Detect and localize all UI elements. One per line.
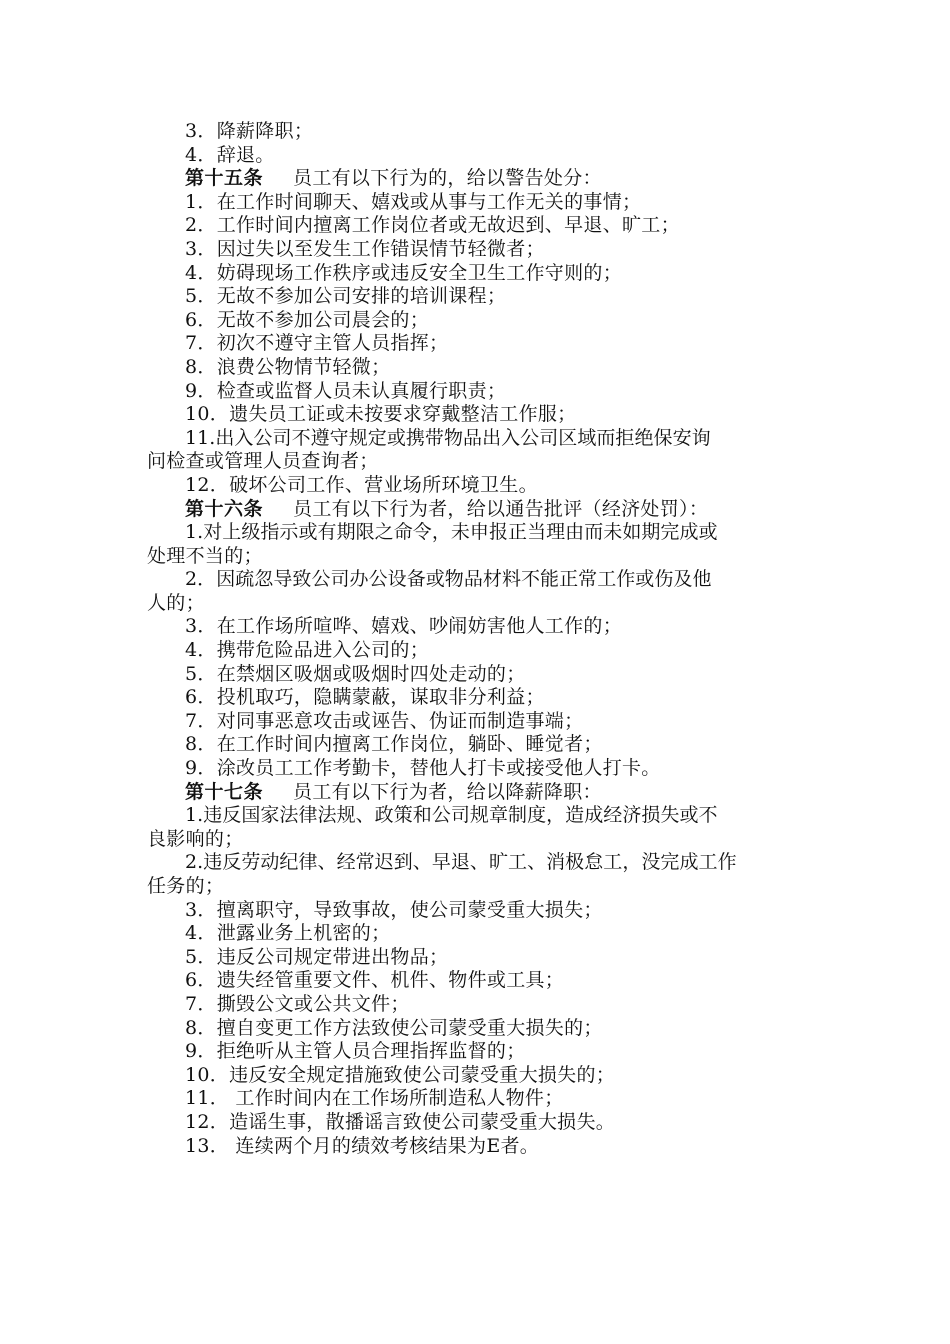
list-item: 13． 连续两个月的绩效考核结果为E者。 (185, 1134, 540, 1157)
article-number: 第十六条 (185, 497, 264, 520)
list-item: 8．浪费公物情节轻微； (185, 355, 391, 378)
list-item: 1.违反国家法律法规、政策和公司规章制度，造成经济损失或不 (185, 804, 718, 827)
list-item: 6．无故不参加公司晨会的； (185, 308, 429, 331)
article-heading (147, 781, 811, 805)
list-item: 9．涂改员工工作考勤卡，替他人打卡或接受他人打卡。 (185, 757, 661, 780)
article-text: 员工有以下行为者，给以降薪降职： (293, 780, 602, 803)
list-item: 3．在工作场所喧哗、嬉戏、吵闹妨害他人工作的； (185, 615, 622, 638)
list-item: 5．违反公司规定带进出物品； (185, 945, 449, 968)
list-item: 4．辞退。 (185, 143, 275, 166)
list-item: 2．工作时间内擅离工作岗位者或无故迟到、早退、旷工； (185, 214, 680, 237)
list-item: 12．破坏公司工作、营业场所环境卫生。 (185, 473, 538, 496)
list-item: 10．违反安全规定措施致使公司蒙受重大损失的； (185, 1063, 616, 1086)
list-item: 1.对上级指示或有期限之命令，未申报正当理由而未如期完成或 (185, 521, 718, 544)
list-item: 4．携带危险品进入公司的； (185, 639, 429, 662)
article-number: 第十七条 (185, 780, 264, 803)
document-body (147, 120, 811, 1158)
list-item: 8．在工作时间内擅离工作岗位，躺卧、睡觉者； (185, 733, 603, 756)
list-item: 2.违反劳动纪律、经常迟到、早退、旷工、消极怠工，没完成工作 (185, 851, 737, 874)
list-item: 2．因疏忽导致公司办公设备或物品材料不能正常工作或伤及他 (185, 568, 712, 591)
list-item: 4．妨碍现场工作秩序或违反安全卫生工作守则的； (185, 261, 622, 284)
list-item: 3．降薪降职； (185, 120, 314, 142)
list-item: 7．初次不遵守主管人员指挥； (185, 332, 449, 355)
list-item: 1．在工作时间聊天、嬉戏或从事与工作无关的事情； (185, 190, 642, 213)
list-item: 7．对同事恶意攻击或诬告、伪证而制造事端； (185, 709, 584, 732)
list-item: 8．擅自变更工作方法致使公司蒙受重大损失的； (185, 1016, 603, 1039)
list-item-continuation: 处理不当的； (147, 544, 263, 567)
list-item-continuation: 问检查或管理人员查询者； (147, 450, 379, 473)
article-heading (147, 167, 811, 191)
list-item-continuation: 人的； (147, 591, 205, 614)
article-text: 员工有以下行为者，给以通告批评（经济处罚）： (293, 497, 709, 520)
list-item: 5．在禁烟区吸烟或吸烟时四处走动的； (185, 662, 526, 685)
list-item: 5．无故不参加公司安排的培训课程； (185, 285, 507, 308)
list-item: 6．遗失经管重要文件、机件、物件或工具； (185, 969, 565, 992)
list-item: 3．擅离职守，导致事故，使公司蒙受重大损失； (185, 898, 603, 921)
list-item: 3．因过失以至发生工作错误情节轻微者； (185, 237, 545, 260)
list-item: 10．遗失员工证或未按要求穿戴整洁工作服； (185, 403, 577, 426)
list-item: 11.出入公司不遵守规定或携带物品出入公司区域而拒绝保安询 (185, 426, 711, 449)
list-item-continuation: 良影响的； (147, 827, 244, 850)
list-item: 12．造谣生事，散播谣言致使公司蒙受重大损失。 (185, 1110, 616, 1133)
article-text: 员工有以下行为的，给以警告处分： (293, 167, 602, 190)
list-item: 6．投机取巧，隐瞒蒙蔽，谋取非分利益； (185, 686, 545, 709)
list-item: 4．泄露业务上机密的； (185, 922, 391, 945)
list-item: 7．撕毁公文或公共文件； (185, 992, 410, 1015)
list-item: 9．检查或监督人员未认真履行职责； (185, 379, 507, 402)
list-item: 9．拒绝听从主管人员合理指挥监督的； (185, 1040, 526, 1063)
article-heading (147, 498, 811, 522)
list-item: 11． 工作时间内在工作场所制造私人物件； (185, 1087, 564, 1110)
list-item-continuation: 任务的； (147, 875, 225, 897)
article-number: 第十五条 (185, 167, 264, 190)
